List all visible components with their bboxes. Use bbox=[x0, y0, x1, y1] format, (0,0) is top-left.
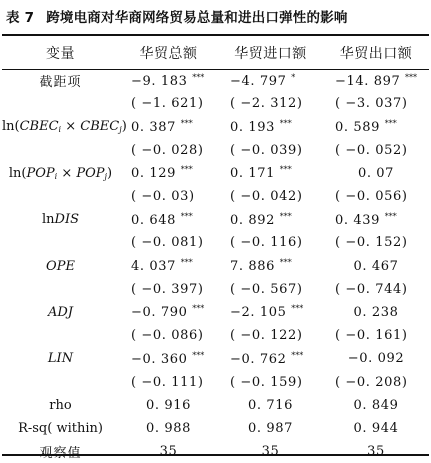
stat-cell: 0. 988 bbox=[146, 420, 191, 436]
se-cell: ( −0. 744) bbox=[335, 281, 408, 297]
row-label-rsq: R-sq( within) bbox=[18, 420, 103, 436]
table-row-se bbox=[2, 185, 429, 208]
table-row-stat bbox=[2, 440, 429, 463]
coef-cell: 7. 886 *** bbox=[230, 258, 292, 275]
header-export: 华贸出口额 bbox=[339, 45, 413, 62]
table-row bbox=[2, 115, 429, 138]
header-variable: 变量 bbox=[46, 45, 75, 62]
coef-cell: 4. 037 *** bbox=[131, 258, 193, 275]
regression-table bbox=[2, 36, 429, 463]
coef-cell: −4. 797 * bbox=[230, 72, 296, 89]
stat-cell: 0. 916 bbox=[146, 397, 191, 413]
table-title: 跨境电商对华商网络贸易总量和进出口弹性的影响 bbox=[46, 10, 348, 26]
coef-cell: −9. 183 *** bbox=[131, 72, 205, 89]
table-row-stat bbox=[2, 394, 429, 417]
stat-cell: 0. 849 bbox=[353, 397, 399, 413]
se-cell: ( −2. 312) bbox=[230, 96, 303, 112]
row-label-ope: OPE bbox=[46, 258, 75, 274]
header-row bbox=[2, 36, 429, 69]
row-label-dis: lnDIS bbox=[42, 212, 79, 228]
table-number: 表 7 bbox=[6, 10, 35, 26]
table-row-se bbox=[2, 278, 429, 301]
se-cell: ( −0. 03) bbox=[131, 189, 195, 205]
coef-cell: 0. 892 *** bbox=[230, 211, 292, 228]
coef-cell: −0. 360 *** bbox=[131, 350, 205, 367]
table-row-se bbox=[2, 231, 429, 254]
coef-cell: 0. 387 *** bbox=[131, 118, 193, 135]
se-cell: ( −0. 159) bbox=[230, 374, 303, 390]
table-row bbox=[2, 347, 429, 370]
coef-cell: −0. 092 bbox=[347, 351, 405, 367]
stat-cell: 35 bbox=[261, 444, 280, 460]
table-row-stat bbox=[2, 417, 429, 440]
coef-cell: −14. 897 *** bbox=[335, 72, 418, 89]
stat-cell: 0. 716 bbox=[248, 397, 293, 413]
table-row-se bbox=[2, 324, 429, 347]
stat-cell: 35 bbox=[367, 444, 385, 460]
table-row bbox=[2, 255, 429, 278]
se-cell: ( −0. 039) bbox=[230, 142, 303, 158]
coef-cell: 0. 467 bbox=[353, 258, 399, 274]
coef-cell: 0. 238 bbox=[353, 304, 399, 320]
se-cell: ( −0. 208) bbox=[335, 374, 408, 390]
se-cell: ( −0. 161) bbox=[335, 328, 408, 344]
table-caption bbox=[6, 6, 426, 26]
coef-cell: −2. 105 *** bbox=[230, 304, 304, 321]
se-cell: ( −0. 042) bbox=[230, 189, 303, 205]
row-label-adj: ADJ bbox=[47, 304, 74, 320]
table-row bbox=[2, 162, 429, 185]
table-row-se bbox=[2, 92, 429, 115]
header-total: 华贸总额 bbox=[139, 45, 198, 62]
table-row bbox=[2, 69, 429, 92]
se-cell: ( −0. 116) bbox=[230, 235, 303, 251]
table-row-se bbox=[2, 139, 429, 162]
coef-cell: 0. 439 *** bbox=[335, 211, 397, 228]
stat-cell: 0. 987 bbox=[248, 420, 293, 436]
coef-cell: 0. 589 *** bbox=[335, 118, 397, 135]
coef-cell: −0. 790 *** bbox=[131, 304, 205, 321]
se-cell: ( −1. 621) bbox=[131, 96, 204, 112]
stat-cell: 35 bbox=[159, 444, 178, 460]
header-import: 华贸进口额 bbox=[234, 45, 307, 62]
coef-cell: 0. 193 *** bbox=[230, 118, 292, 135]
row-label-obs: 观察值 bbox=[39, 446, 82, 462]
coef-cell: 0. 171 *** bbox=[230, 165, 292, 182]
se-cell: ( −0. 052) bbox=[335, 142, 408, 158]
stat-cell: 0. 944 bbox=[353, 420, 399, 436]
table-row-se bbox=[2, 370, 429, 393]
se-cell: ( −3. 037) bbox=[335, 96, 408, 112]
se-cell: ( −0. 086) bbox=[131, 328, 204, 344]
se-cell: ( −0. 397) bbox=[131, 281, 204, 297]
coef-cell: 0. 07 bbox=[357, 165, 395, 181]
se-cell: ( −0. 122) bbox=[230, 328, 303, 344]
table-row bbox=[2, 301, 429, 324]
se-cell: ( −0. 056) bbox=[335, 189, 408, 205]
table-row bbox=[2, 208, 429, 231]
coef-cell: 0. 129 *** bbox=[131, 165, 193, 182]
row-label-rho: rho bbox=[49, 397, 72, 413]
se-cell: ( −0. 567) bbox=[230, 281, 303, 297]
row-label-intercept: 截距项 bbox=[39, 75, 82, 91]
coef-cell: 0. 648 *** bbox=[131, 211, 193, 228]
coef-cell: −0. 762 *** bbox=[230, 350, 304, 367]
row-label-cbec: $\ln(CBEC_i$ × $CBEC_j$) bbox=[2, 119, 127, 135]
se-cell: ( −0. 081) bbox=[131, 235, 204, 251]
se-cell: ( −0. 028) bbox=[131, 142, 204, 158]
se-cell: ( −0. 111) bbox=[131, 374, 204, 390]
row-label-lin: LIN bbox=[47, 351, 74, 367]
se-cell: ( −0. 152) bbox=[335, 235, 408, 251]
row-label-pop: $\ln(POP_i \times POP_j)$ bbox=[8, 165, 113, 181]
